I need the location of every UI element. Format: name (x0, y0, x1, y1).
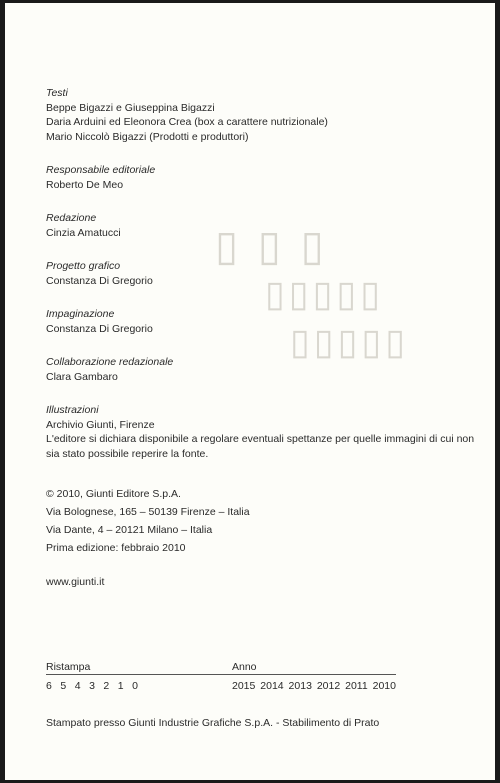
credit-name: Clara Gambaro (46, 370, 118, 383)
publisher-address1: Via Bolognese, 165 – 50139 Firenze – Italia (46, 506, 250, 518)
credit-section (46, 403, 486, 461)
divider (46, 674, 396, 675)
credit-role-label: Impaginazione (46, 308, 115, 320)
credit-role-label: Illustrazioni (46, 404, 99, 416)
credit-name: Constanza Di Gregorio (46, 322, 153, 335)
credit-name: Daria Arduini ed Eleonora Crea (box a carattere nutrizionale) (46, 116, 328, 128)
credit-name: Mario Niccolò Bigazzi (Prodotti e produttori) (46, 130, 249, 143)
credit-role-label: Redazione (46, 212, 97, 224)
credit-name: Archivio Giunti, Firenze (46, 418, 155, 431)
publisher-block (46, 487, 486, 556)
credit-name: Constanza Di Gregorio (46, 274, 153, 287)
credit-role-label: Responsabile editoriale (46, 164, 156, 176)
publisher-copyright: © 2010, Giunti Editore S.p.A. (46, 488, 181, 500)
showthrough-shape: ▯ ▯ ▯ (215, 222, 328, 269)
credit-section (46, 86, 486, 144)
showthrough-shape: ▯▯▯▯▯ (265, 273, 385, 314)
publisher-edition: Prima edizione: febbraio 2010 (46, 542, 186, 554)
colophon-page (5, 3, 495, 780)
credit-name: Roberto De Meo (46, 178, 124, 191)
showthrough-shape: ▯▯▯▯▯ (290, 321, 410, 362)
credits-block (46, 86, 486, 608)
website-link[interactable]: www.giunti.it (46, 575, 105, 588)
credit-section (46, 259, 486, 288)
credit-role-label: Collaborazione redazionale (46, 356, 174, 368)
credit-name: Beppe Bigazzi e Giuseppina Bigazzi (46, 101, 215, 114)
credit-section (46, 307, 486, 336)
credit-name: Cinzia Amatucci (46, 226, 121, 239)
ristampa-values: 6 5 4 3 2 1 0 (46, 680, 141, 692)
credit-role-label: Testi (46, 87, 68, 99)
anno-values: 2015 2014 2013 2012 2011 2010 (232, 680, 396, 692)
credit-section (46, 163, 486, 192)
credit-section (46, 355, 486, 384)
publisher-address2: Via Dante, 4 – 20121 Milano – Italia (46, 524, 213, 536)
credit-name: L'editore si dichiara disponibile a regolare eventuali spettanze per quelle immagini di cui non sia stato possibile reperire la fonte. (46, 433, 475, 460)
credit-section (46, 211, 486, 240)
anno-label: Anno (232, 661, 257, 673)
ristampa-label: Ristampa (46, 661, 91, 673)
credit-role-label: Progetto grafico (46, 260, 121, 272)
printer-note: Stampato presso Giunti Industrie Grafiche S.p.A. - Stabilimento di Prato (46, 717, 380, 729)
